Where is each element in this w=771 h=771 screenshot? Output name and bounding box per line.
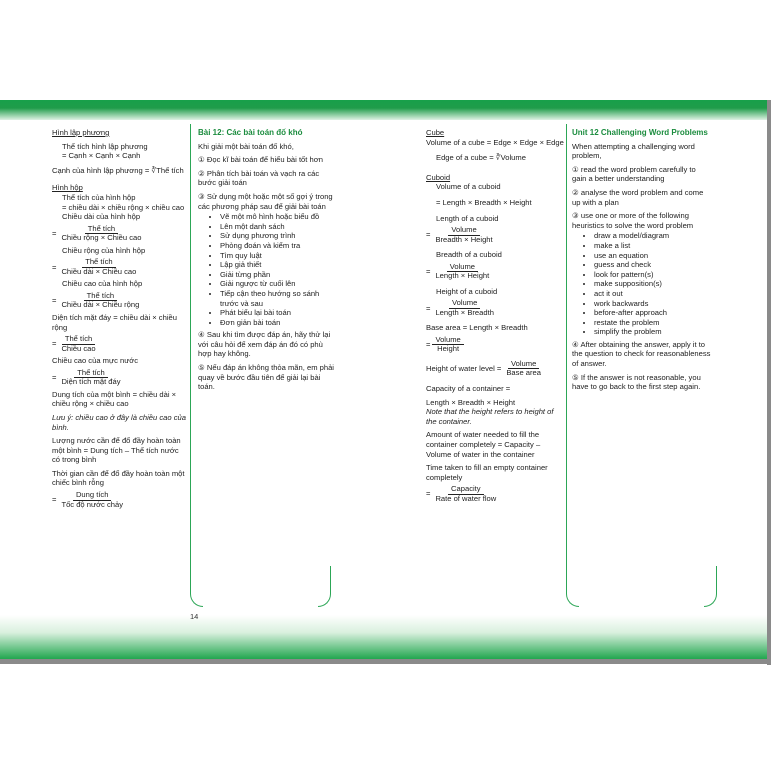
time-fraction: $\frac{\text{Dung tích}}{\text{Tốc độ nước chảy}}$ <box>61 490 123 509</box>
list-item: • Phát biểu lại bài toán <box>220 308 336 318</box>
list-item: • Giải từng phần <box>220 270 336 280</box>
step-3: ③ use one or more of the following heuristics to solve the word problem <box>572 211 694 230</box>
fill-time: Time taken to fill an empty container completely <box>426 463 548 482</box>
capacity: Capacity of a container = <box>426 383 511 393</box>
list-item: • Sử dụng phương trình <box>220 231 336 241</box>
length-fraction: $\frac{\text{Volume}}{\text{Breadth × Height}}$ <box>435 225 493 244</box>
cuboid-title: Hình hộp <box>52 183 83 193</box>
list-item: • make supposition(s) <box>594 279 712 289</box>
list-item: • simplify the problem <box>594 327 712 337</box>
fill-time: Thời gian cần để đổ đầy hoàn toàn một chiếc bình rỗng <box>52 468 185 488</box>
list-item: • Lên một danh sách <box>220 222 336 232</box>
list-item: • Phỏng đoán và kiểm tra <box>220 241 336 251</box>
page-edge-bottom <box>0 659 771 664</box>
step-1: ① read the word problem carefully to gain a better understanding <box>572 164 696 184</box>
section-heading: Unit 12 Challenging Word Problems <box>572 128 708 137</box>
water-fraction: $\frac{\text{Thể tích}}{\text{Diện tích mặt đáy}}$ <box>61 367 121 387</box>
cube-edge-label: Edge of a cube = <box>436 153 494 163</box>
water-fraction: $\frac{\text{Volume}}{\text{Base area}}$ <box>506 358 541 378</box>
divider-line <box>190 124 191 594</box>
list-item: • restate the problem <box>594 318 712 328</box>
base-area: Diện tích mặt đáy = chiều dài × chiều rộng <box>52 312 177 332</box>
cuboid-volume-formula: = chiều dài × chiều rộng × chiều cao <box>62 202 185 212</box>
list-item: • draw a model/diagram <box>594 231 712 241</box>
fill-amount: Amount of water needed to fill the container completely = Capacity – Volume of water in the container <box>426 430 541 459</box>
water-level: Chiều cao của mực nước <box>52 356 139 366</box>
list-item: • Tiếp cận theo hướng so sánh trước và sau <box>220 289 336 308</box>
breadth-fraction: $\frac{\text{Volume}}{\text{Length × Height}}$ <box>435 261 490 281</box>
base-fraction: $\frac{\text{Thể tích}}{\text{Chiều cao}}$ <box>61 334 96 353</box>
divider-hook <box>566 566 579 607</box>
cube-edge-root: ∛Volume <box>495 153 526 163</box>
list-item: • Vẽ một mô hình hoặc biểu đồ <box>220 212 336 222</box>
base-fraction: $\frac{\text{Volume}}{\text{Height}}$ <box>432 336 463 354</box>
cuboid-title: Cuboid <box>426 172 451 182</box>
column-english-word-problems <box>572 128 712 396</box>
step-2: ② analyse the word problem and come up with a plan <box>572 187 704 207</box>
intro: Khi giải một bài toán đố khó, <box>198 141 294 151</box>
height-fraction: $\frac{\text{Volume}}{\text{Length × Breadth}}$ <box>435 298 494 317</box>
list-item: • Lập giả thiết <box>220 260 336 270</box>
base-area: Base area = Length × Breadth <box>426 323 528 333</box>
heuristics-list <box>198 212 336 327</box>
cuboid-volume: Thể tích của hình hộp <box>62 192 136 202</box>
note: Lưu ý: chiều cao ở đây là chiều cao của bình. <box>52 412 186 432</box>
heuristics-list <box>572 231 712 337</box>
cube-volume-formula: = Cạnh × Cạnh × Cạnh <box>62 151 141 161</box>
capacity-formula: Length × Breadth × Height <box>426 397 516 407</box>
divider-hook <box>190 566 203 607</box>
step-4: ④ After obtaining the answer, apply it to the question to check for reasonableness of answer. <box>572 339 711 369</box>
step-2: ② Phân tích bài toán và vạch ra các bước giải toán <box>198 168 320 188</box>
divider-hook <box>318 566 331 607</box>
page-edge-right <box>767 100 771 665</box>
list-item: • use an equation <box>594 251 712 261</box>
column-vietnamese-word-problems <box>198 128 336 396</box>
capacity: Dung tích của một bình = chiều dài × chiều rộng × chiều cao <box>52 389 177 409</box>
step-5: ⑤ If the answer is not reasonable, you have to go back to the first step again. <box>572 372 701 392</box>
column-vietnamese-formulas: Hình lập phương Thể tích hình lập phương = Cạnh × Cạnh × Cạnh Cạnh của hình lập phương = ∛Thể tích Hình hộp Thể tích của hình hộp = chiều dài × chiều rộng × chiều cao Chiều dài của hình hộp = $\frac{\text{Thể tích}}{\text{Chiều rộng × Chiều cao}}$ Chiều rộng của hình hộp = $\frac{\text{Thể tích}}{\text{Chiều dài × Chiều cao}}$ Chiều cao của hình hộp = $\frac{\text{Thể tích}}{\text{Chiều dài × Chiều rộng}}$ Diện tích mặt đáy = chiều dài × chiều rộng = $\frac{\text{Thể tích}}{\text{Chiều cao}}$ Chiều cao của mực nước = $\frac{\text{Thể tích}}{\text{Diện tích mặt đáy}}$ Dung tích của một bình = chiều dài × chiều rộng × chiều cao Lưu ý: chiều cao ở đây là chiều cao của bình. Lượng nước cần để đổ đầy hoàn toàn một bình = Dung tích – Thể tích nước có trong bình Thời gian cần để đổ đầy hoàn toàn một chiếc bình rỗng = $\frac{\text{Dung tích}}{\text{Tốc độ nước chảy}}$ <box>52 128 188 512</box>
water-level: Height of water level = <box>426 364 502 374</box>
height-label: Chiều cao của hình hộp <box>62 279 143 289</box>
intro: When attempting a challenging word problem, <box>572 141 695 161</box>
list-item: • act it out <box>594 289 712 299</box>
height-fraction: $\frac{\text{Thể tích}}{\text{Chiều dài × Chiều rộng}}$ <box>61 290 140 310</box>
height-label: Height of a cuboid <box>436 286 498 296</box>
note: Note that the height refers to height of the container. <box>426 407 554 426</box>
section-heading: Bài 12: Các bài toán đố khó <box>198 128 303 137</box>
time-fraction: $\frac{\text{Capacity}}{\text{Rate of water flow}}$ <box>435 484 497 503</box>
cube-volume: Thể tích hình lập phương <box>62 141 148 151</box>
column-english-formulas: Cube Volume of a cube = Edge × Edge × Edge Edge of a cube = ∛Volume Cuboid Volume of a cuboid = Length × Breadth × Height Length of a cuboid = $\frac{\text{Volume}}{\text{Breadth × Height}}$ Breadth of a cuboid = $\frac{\text{Volume}}{\text{Length × Height}}$ Height of a cuboid = $\frac{\text{Volume}}{\text{Length × Breadth}}$ Base area = Length × Breadth = $\frac{\text{Volume}}{\text{Height}}$ Height of water level = $\frac{\text{Volume}}{\text{Base area}}$ Capacity of a container = Length × Breadth × Height Note that the height refers to height of the container. Amount of water needed to fill the container completely = Capacity – Volume of water in the container Time taken to fill an empty container completely = $\frac{\text{Capacity}}{\text{Rate of water flow}}$ <box>426 128 564 503</box>
list-item: • Đơn giản bài toán <box>220 318 336 328</box>
list-item: • work backwards <box>594 299 712 309</box>
cube-volume: Volume of a cube = Edge × Edge × Edge <box>426 137 564 147</box>
cube-title: Hình lập phương <box>52 128 110 137</box>
list-item: • look for pattern(s) <box>594 270 712 280</box>
length-fraction: $\frac{\text{Thể tích}}{\text{Chiều rộng × Chiều cao}}$ <box>61 223 142 243</box>
cube-edge-label: Cạnh của hình lập phương = <box>52 165 150 175</box>
cuboid-volume-formula: = Length × Breadth × Height <box>436 197 532 207</box>
divider-line <box>566 124 567 594</box>
step-4: ④ Sau khi tìm được đáp án, hãy thử lại với câu hỏi để xem đáp án đó có phù hợp hay không. <box>198 330 331 359</box>
list-item: • Tìm quy luật <box>220 251 336 261</box>
page-number: 14 <box>190 612 199 621</box>
top-green-band <box>0 100 771 120</box>
step-5: ⑤ Nếu đáp án không thỏa mãn, em phải quay về bước đầu tiên để giải lại bài toán. <box>198 363 334 392</box>
width-label: Chiều rộng của hình hộp <box>62 245 146 255</box>
width-fraction: $\frac{\text{Thể tích}}{\text{Chiều dài × Chiều cao}}$ <box>61 257 137 276</box>
list-item: • make a list <box>594 241 712 251</box>
cube-title: Cube <box>426 128 445 137</box>
length-label: Length of a cuboid <box>436 213 499 223</box>
length-label: Chiều dài của hình hộp <box>62 212 141 222</box>
bottom-green-band <box>0 615 771 659</box>
breadth-label: Breadth of a cuboid <box>436 250 502 260</box>
step-3: ③ Sử dụng một hoặc một số gợi ý trong các phương pháp sau để giải bài toán <box>198 191 333 211</box>
fill-amount: Lượng nước cần để đổ đầy hoàn toàn một bình = Dung tích – Thể tích nước có trong bình <box>52 436 181 465</box>
cube-edge-root: ∛Thể tích <box>151 165 184 175</box>
list-item: • Giải ngược từ cuối lên <box>220 279 336 289</box>
step-1: ① Đọc kĩ bài toán để hiểu bài tốt hơn <box>198 155 323 165</box>
list-item: • guess and check <box>594 260 712 270</box>
list-item: • before-after approach <box>594 308 712 318</box>
cuboid-volume: Volume of a cuboid <box>436 182 501 192</box>
divider-hook <box>704 566 717 607</box>
